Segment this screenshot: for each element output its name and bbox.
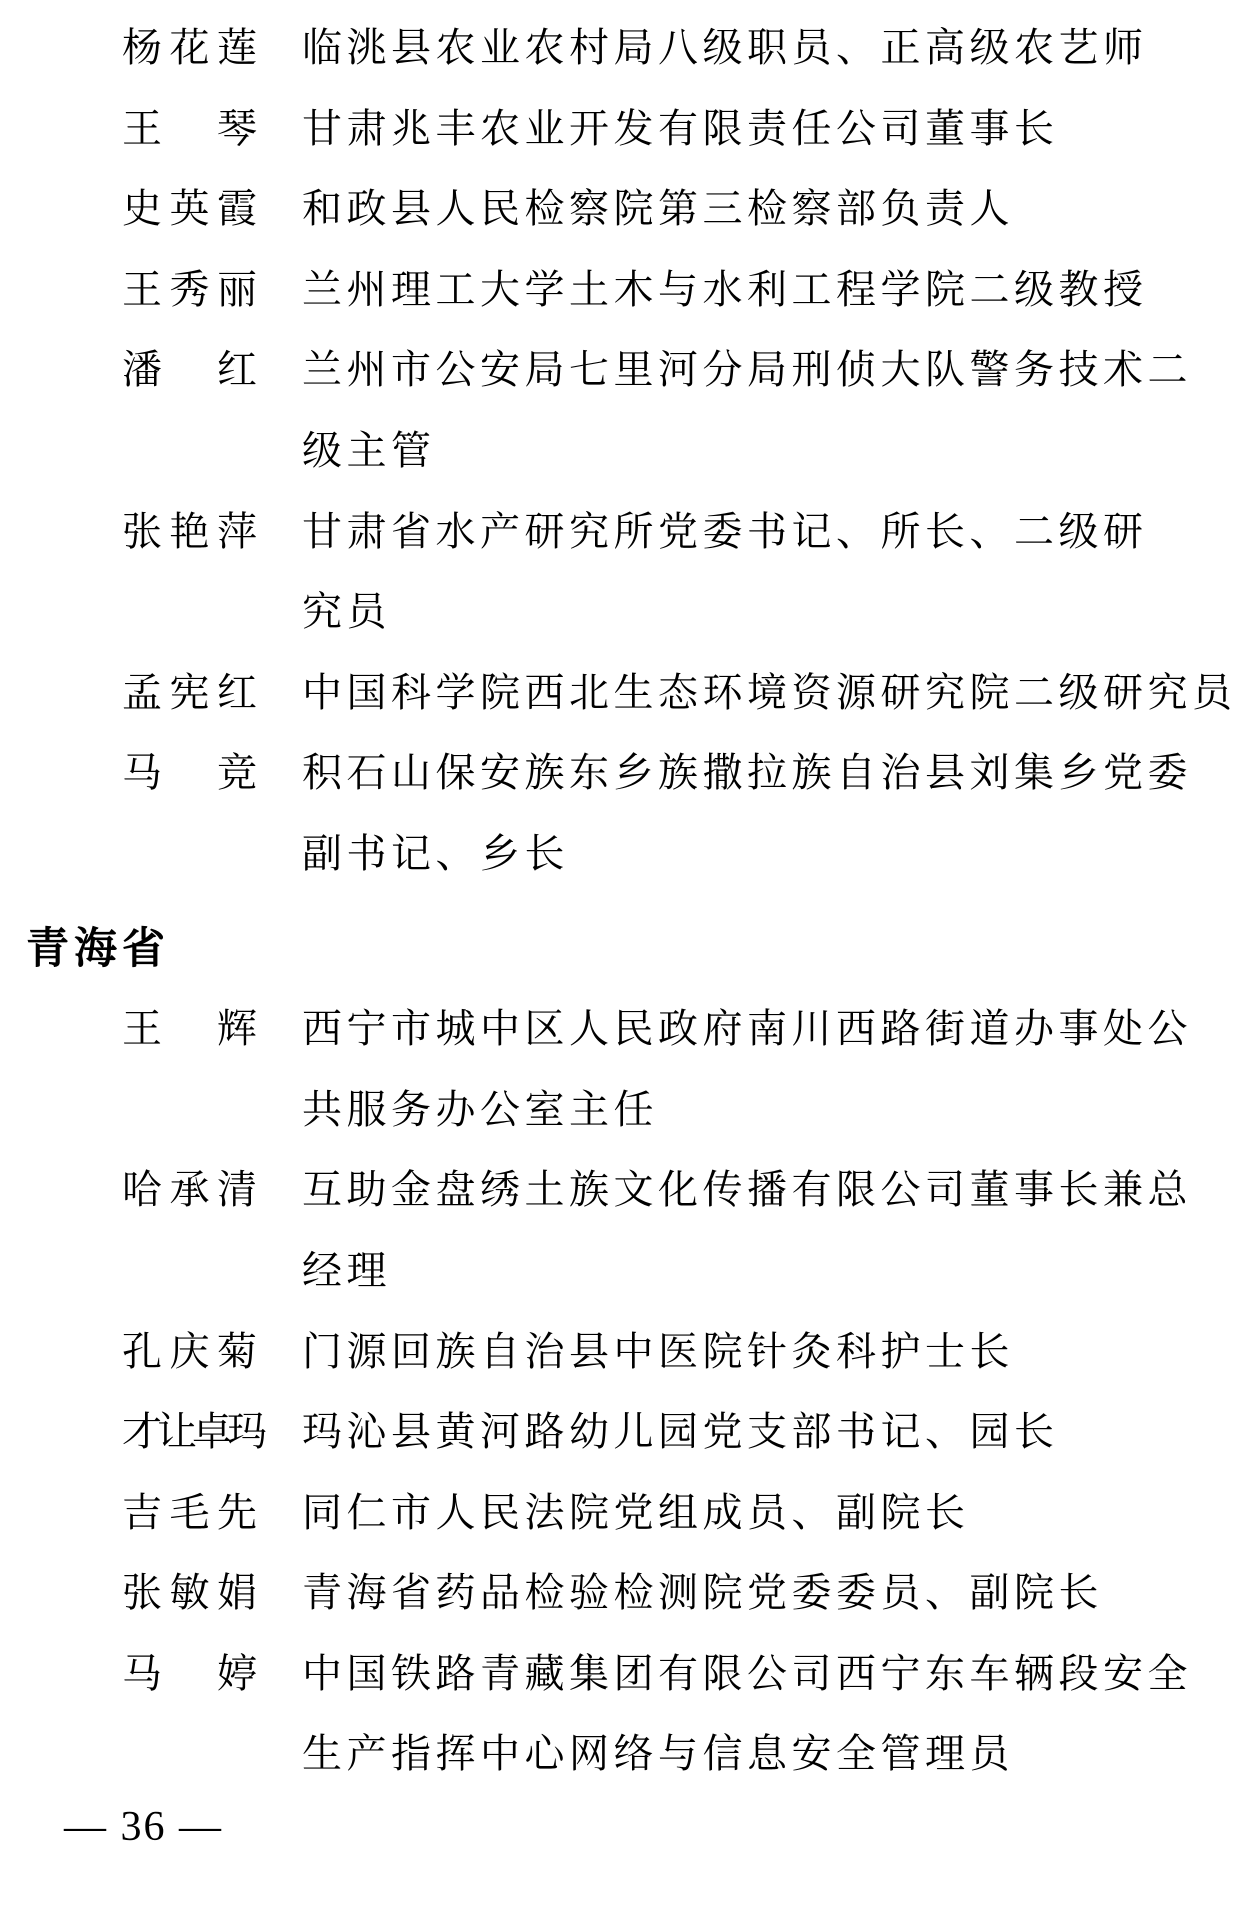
position-line: 积石山保安族东乡族撒拉族自治县刘集乡党委 xyxy=(302,750,1192,796)
position-line: 同仁市人民法院党组成员、副院长 xyxy=(302,1489,970,1535)
entry-position xyxy=(302,1392,1242,1473)
position-line: 经理 xyxy=(302,1247,391,1293)
entry-row xyxy=(0,1634,1242,1795)
entry-row xyxy=(0,492,1242,653)
entry-row xyxy=(0,1312,1242,1393)
entry-name: 杨花莲 xyxy=(122,25,257,70)
entry-name: 孔庆菊 xyxy=(122,1328,257,1374)
position-line: 副书记、乡长 xyxy=(302,830,569,876)
position-line: 中国科学院西北生态环境资源研究院二级研究员 xyxy=(302,669,1237,715)
entry-position xyxy=(302,1553,1242,1634)
entry-position xyxy=(302,330,1242,491)
entry-name: 哈承清 xyxy=(122,1167,257,1213)
entry-position xyxy=(302,989,1242,1150)
entry-row xyxy=(0,8,1242,89)
position-line: 究员 xyxy=(302,589,391,635)
entry-row xyxy=(0,169,1242,250)
entry-name: 潘红 xyxy=(122,347,257,393)
entry-name: 马婷 xyxy=(122,1650,257,1696)
position-line: 共服务办公室主任 xyxy=(302,1086,658,1132)
entry-position xyxy=(302,1473,1242,1554)
entry-name: 王琴 xyxy=(122,105,257,151)
entry-name: 孟宪红 xyxy=(122,669,257,715)
entry-row xyxy=(0,330,1242,491)
position-line: 甘肃兆丰农业开发有限责任公司董事长 xyxy=(302,105,1059,151)
entry-row xyxy=(0,1473,1242,1554)
entry-position xyxy=(302,1312,1242,1393)
page-number: — 36 — xyxy=(64,1804,223,1851)
entry-position xyxy=(302,1634,1242,1795)
entry-position xyxy=(302,8,1242,89)
position-line: 兰州市公安局七里河分局刑侦大队警务技术二 xyxy=(302,347,1192,393)
entry-name: 史英霞 xyxy=(122,186,257,232)
position-line: 门源回族自治县中医院针灸科护士长 xyxy=(302,1328,1014,1374)
entry-position xyxy=(302,1150,1242,1311)
entry-name: 吉毛先 xyxy=(122,1489,257,1535)
position-line: 级主管 xyxy=(302,427,436,473)
entry-name: 王辉 xyxy=(122,1006,257,1052)
entry-position xyxy=(302,733,1242,894)
entry-name: 才让卓玛 xyxy=(122,1409,262,1455)
position-line: 玛沁县黄河路幼儿园党支部书记、园长 xyxy=(302,1409,1059,1455)
entry-row xyxy=(0,653,1242,734)
entry-position xyxy=(302,89,1242,170)
position-line: 中国铁路青藏集团有限公司西宁东车辆段安全 xyxy=(302,1650,1192,1696)
entry-row xyxy=(0,1553,1242,1634)
position-line: 和政县人民检察院第三检察部负责人 xyxy=(302,186,1014,232)
entry-row xyxy=(0,89,1242,170)
entry-position xyxy=(302,169,1242,250)
position-line: 甘肃省水产研究所党委书记、所长、二级研 xyxy=(302,508,1148,554)
entry-position xyxy=(302,250,1242,331)
entry-row xyxy=(0,989,1242,1150)
entry-row xyxy=(0,733,1242,894)
position-line: 青海省药品检验检测院党委委员、副院长 xyxy=(302,1570,1103,1616)
entry-position xyxy=(302,492,1242,653)
position-line: 互助金盘绣土族文化传播有限公司董事长兼总 xyxy=(302,1167,1192,1213)
entry-name: 张敏娟 xyxy=(122,1570,257,1616)
entry-row xyxy=(0,1392,1242,1473)
position-line: 兰州理工大学土木与水利工程学院二级教授 xyxy=(302,266,1148,312)
entry-row xyxy=(0,250,1242,331)
entry-name: 王秀丽 xyxy=(122,266,257,312)
entry-position xyxy=(302,653,1242,734)
position-line: 临洮县农业农村局八级职员、正高级农艺师 xyxy=(302,25,1148,70)
entry-name: 马竞 xyxy=(122,750,257,796)
position-line: 生产指挥中心网络与信息安全管理员 xyxy=(302,1731,1014,1777)
entry-name: 张艳萍 xyxy=(122,508,257,554)
entry-row xyxy=(0,1150,1242,1311)
section-header: 青海省 xyxy=(26,924,170,973)
position-line: 西宁市城中区人民政府南川西路街道办事处公 xyxy=(302,1006,1192,1052)
